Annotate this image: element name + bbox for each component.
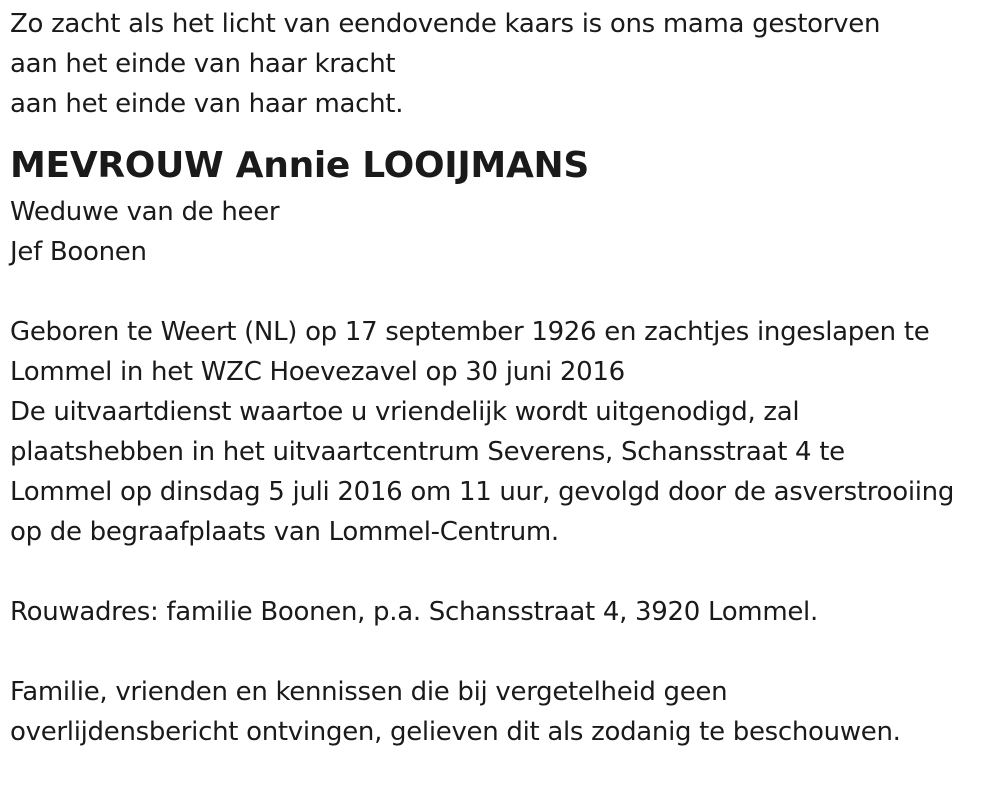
relation-line: Weduwe van de heer [10, 197, 280, 227]
closing-line: Familie, vrienden en kennissen die bij vergetelheid geen [10, 677, 728, 707]
spacer [10, 632, 995, 672]
details-line: Lommel in het WZC Hoevezavel op 30 juni 2016 [10, 357, 625, 387]
poem [10, 4, 995, 124]
details-paragraph [10, 312, 995, 552]
closing-paragraph [10, 672, 995, 752]
details-line: De uitvaartdienst waartoe u vriendelijk wordt uitgenodigd, zal [10, 397, 800, 427]
mourning-address: Rouwadres: familie Boonen, p.a. Schansstraat 4, 3920 Lommel. [10, 597, 818, 627]
poem-line: aan het einde van haar kracht [10, 49, 396, 79]
poem-line: Zo zacht als het licht van eendovende kaars is ons mama gestorven [10, 9, 881, 39]
closing-line: overlijdensbericht ontvingen, gelieven dit als zodanig te beschouwen. [10, 717, 901, 747]
obituary-notice [10, 4, 995, 752]
details-line: Geboren te Weert (NL) op 17 september 1926 en zachtjes ingeslapen te [10, 317, 930, 347]
spacer [10, 272, 995, 312]
deceased-name: MEVROUW Annie LOOIJMANS [10, 145, 589, 186]
details-line: op de begraafplaats van Lommel-Centrum. [10, 517, 559, 547]
poem-line: aan het einde van haar macht. [10, 89, 404, 119]
relation-line: Jef Boonen [10, 237, 147, 267]
spacer [10, 552, 995, 592]
spacer [10, 124, 995, 142]
details-line: plaatshebben in het uitvaartcentrum Severens, Schansstraat 4 te [10, 437, 845, 467]
deceased-block [10, 142, 995, 272]
details-line: Lommel op dinsdag 5 juli 2016 om 11 uur, gevolgd door de asverstrooiing [10, 477, 955, 507]
